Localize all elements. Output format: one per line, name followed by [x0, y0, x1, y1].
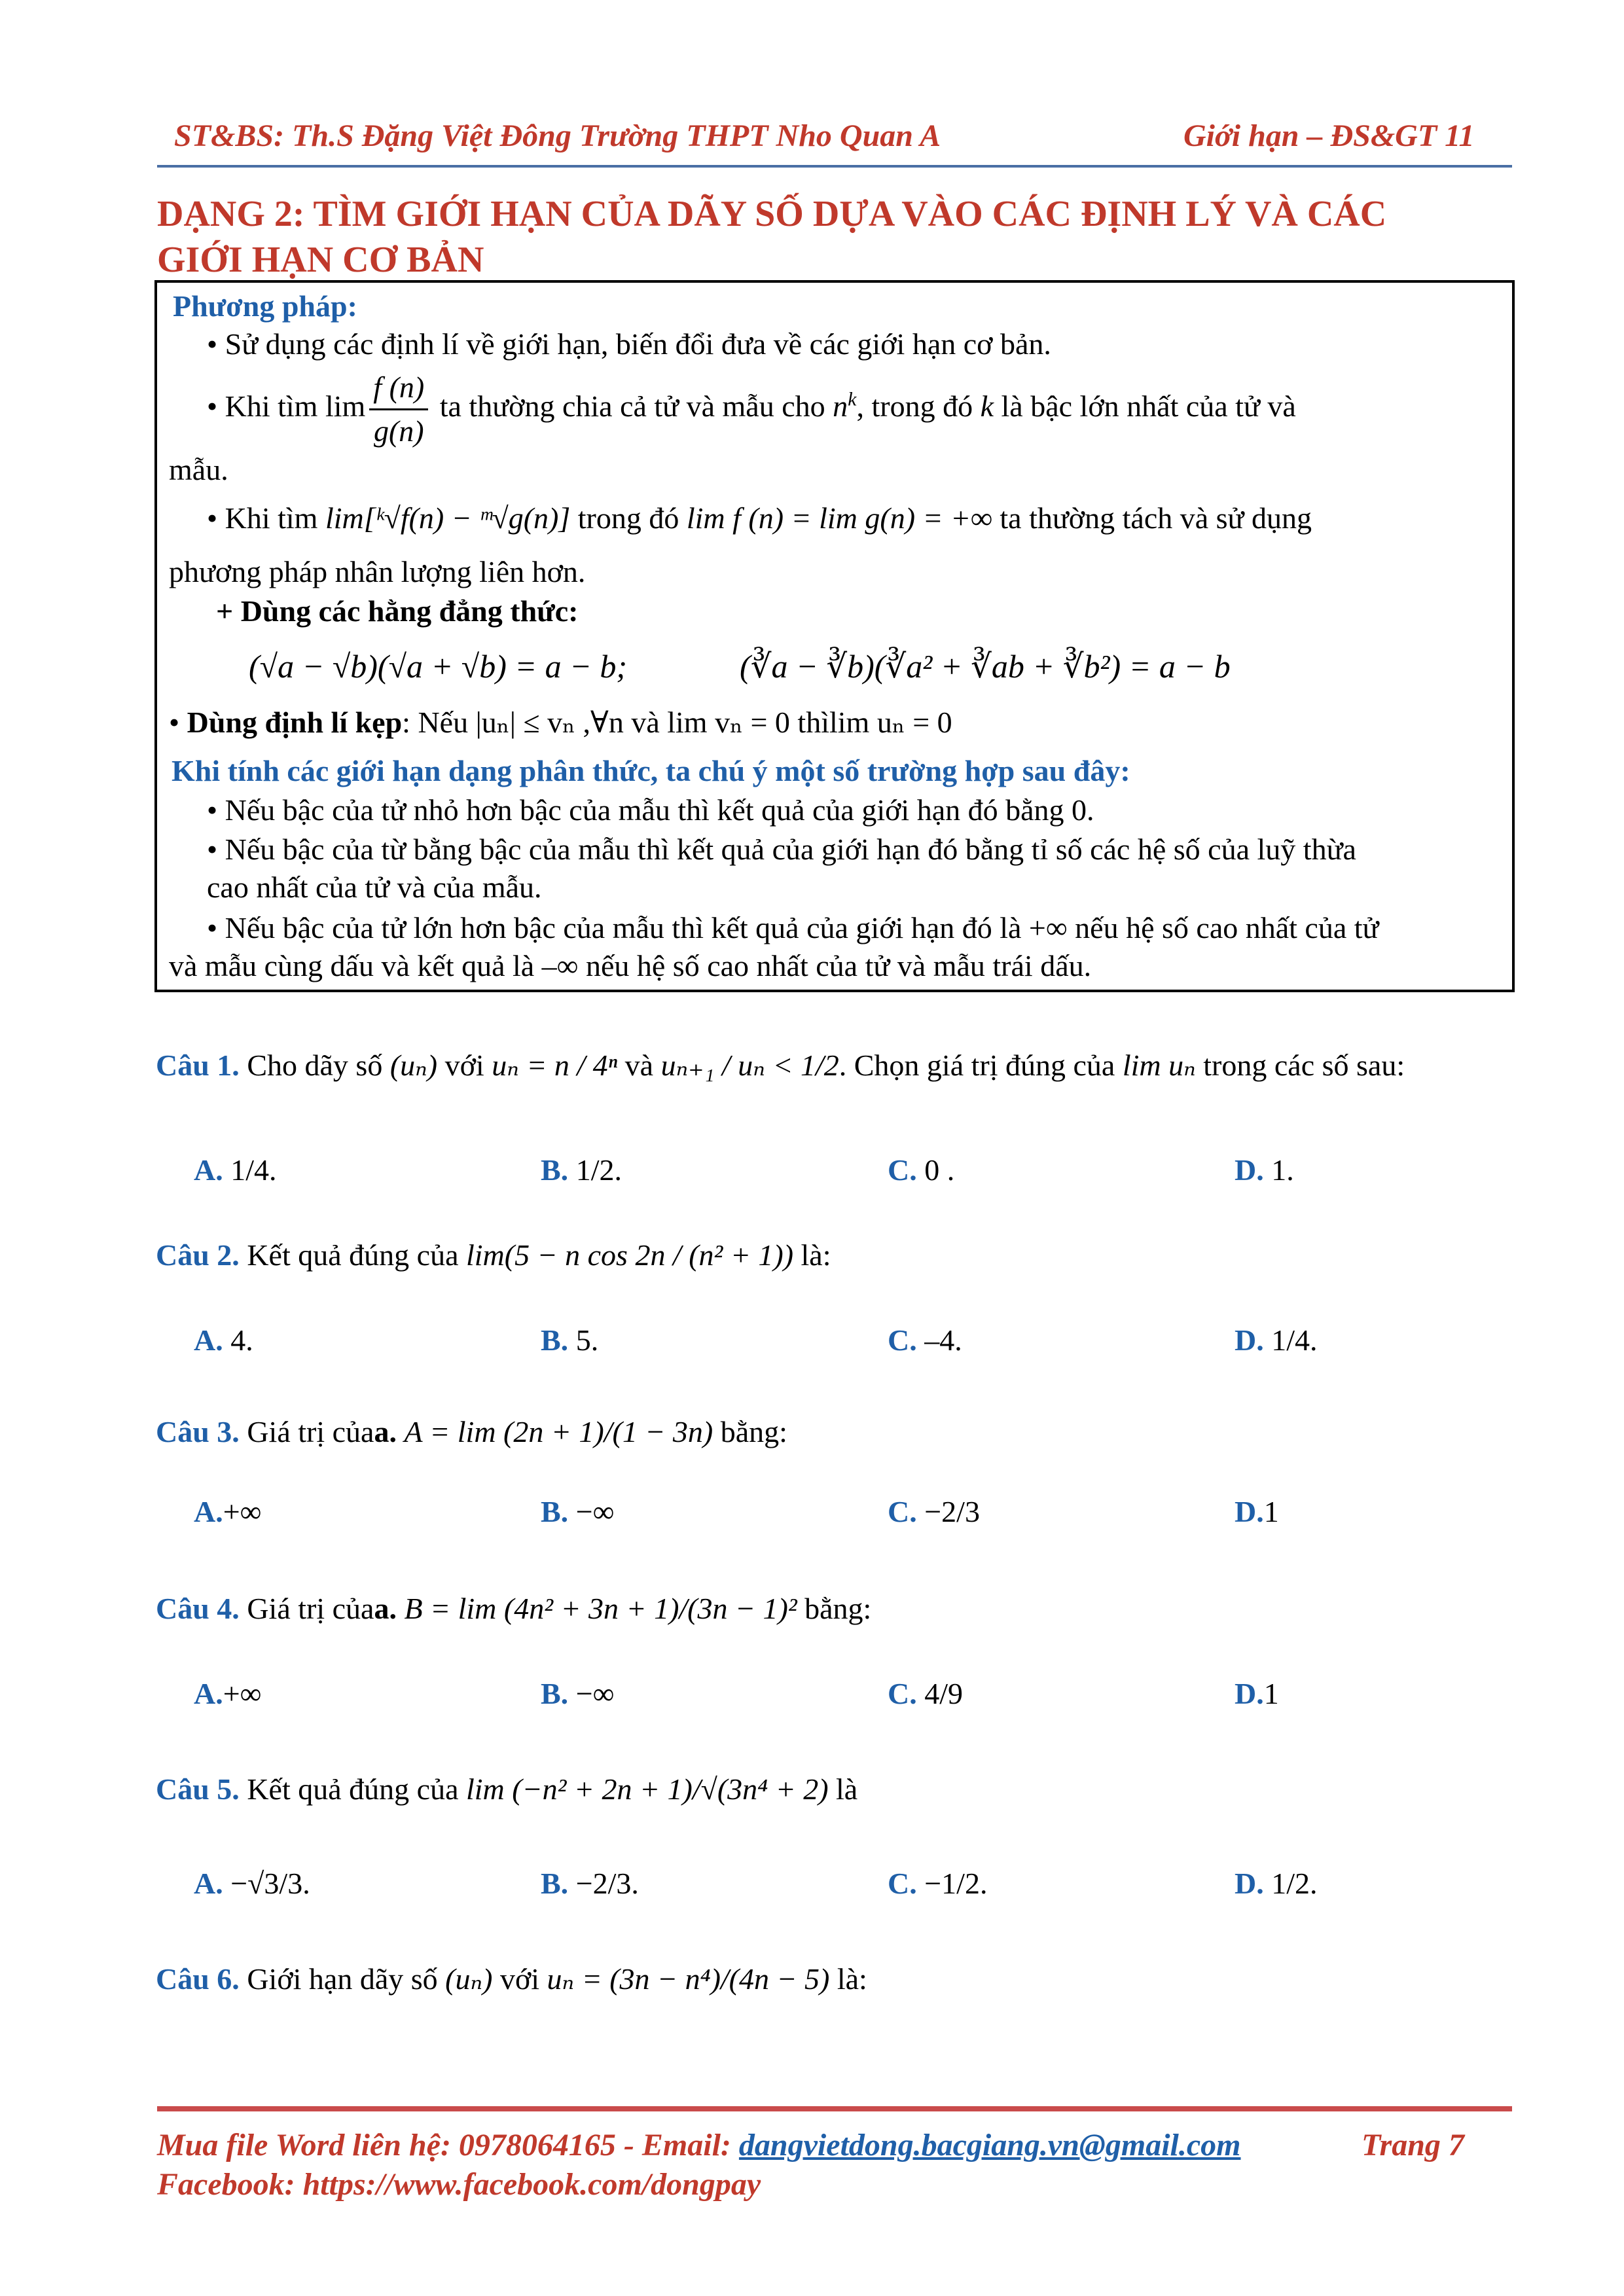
- q3-option-d[interactable]: [1235, 1494, 1279, 1530]
- q1-option-c-val: 0 .: [924, 1153, 955, 1187]
- q1-text2: với: [444, 1049, 484, 1082]
- method-bullet-2-cont: mẫu.: [169, 453, 228, 486]
- q5-option-b-val: −2/3: [575, 1867, 632, 1900]
- q5-option-c-suffix: .: [979, 1867, 988, 1900]
- q2-option-a-val: 4.: [230, 1323, 253, 1357]
- q2-option-d[interactable]: [1235, 1322, 1318, 1359]
- method-bullet-3-cont: phương pháp nhân lượng liên hơn.: [169, 555, 586, 588]
- q5-option-d[interactable]: [1235, 1865, 1318, 1902]
- identities-heading: + Dùng các hằng đẳng thức:: [216, 594, 579, 628]
- section-title-line1: DẠNG 2: TÌM GIỚI HẠN CỦA DÃY SỐ DỰA VÀO CÁC ĐỊNH LÝ VÀ CÁC: [157, 194, 1387, 234]
- q5-option-d-val: 1/2: [1271, 1867, 1310, 1900]
- b2-post: ta thường chia cả tử và mẫu cho: [439, 389, 825, 423]
- question-3: [156, 1414, 787, 1450]
- q5-option-c[interactable]: [888, 1865, 987, 1902]
- q5-option-b[interactable]: [541, 1865, 639, 1902]
- q2-option-d-key: D.: [1235, 1323, 1264, 1357]
- rational-case-3: • Nếu bậc của tử lớn hơn bậc của mẫu thì kết quả của giới hạn đó là +∞ nếu hệ số cao nhất của tử: [207, 911, 1379, 944]
- rational-case-3-text: Nếu bậc của tử lớn hơn bậc của mẫu thì kết quả của giới hạn đó là +∞ nếu hệ số cao nhất của tử: [225, 911, 1379, 944]
- q5-option-a-suffix: .: [302, 1867, 310, 1900]
- q1-option-d-key: D.: [1235, 1153, 1264, 1187]
- b3-mid: trong đó: [577, 501, 679, 535]
- header-right: Giới hạn – ĐS&GT 11: [1183, 118, 1475, 153]
- q5-option-a-key: A.: [194, 1867, 223, 1900]
- q5-option-a[interactable]: [194, 1865, 310, 1902]
- q2-option-b-key: B.: [541, 1323, 569, 1357]
- q5-option-a-val: −√3/3: [230, 1867, 303, 1900]
- header-divider: [157, 165, 1512, 168]
- q3-option-d-val: 1: [1263, 1495, 1279, 1528]
- b3-expr: lim[ᵏ√f(n) − ᵐ√g(n)]: [325, 501, 571, 535]
- q2-option-c-key: C.: [888, 1323, 917, 1357]
- q1-text1: Cho dãy số: [247, 1049, 383, 1082]
- q1-option-a-suffix: .: [269, 1153, 277, 1187]
- squeeze-line: • Dùng định lí kẹp: Nếu |uₙ| ≤ vₙ ,∀n và lim vₙ = 0 thìlim uₙ = 0: [169, 706, 952, 739]
- q3-option-d-key: D.: [1235, 1495, 1264, 1528]
- method-bullet-1-text: Sử dụng các định lí về giới hạn, biến đổi đưa về các giới hạn cơ bản.: [225, 327, 1051, 361]
- question-6-label: Câu 6.: [156, 1962, 240, 1996]
- q2-text1: Kết quả đúng của: [247, 1238, 459, 1272]
- question-2: [156, 1237, 831, 1274]
- q4-option-c-key: C.: [888, 1677, 917, 1710]
- q5-text2: là: [836, 1772, 858, 1806]
- q1-option-c-key: C.: [888, 1153, 917, 1187]
- question-6: [156, 1961, 867, 1998]
- q1-lim: lim uₙ: [1122, 1049, 1196, 1082]
- q5-text1: Kết quả đúng của: [247, 1772, 459, 1806]
- footer-contact-text: Mua file Word liên hệ: 0978064165 - Email:: [157, 2128, 739, 2162]
- footer-divider: [157, 2106, 1512, 2111]
- q6-text3: là:: [837, 1962, 867, 1996]
- q4-expr: B = lim (4n² + 3n + 1)/(3n − 1)²: [404, 1592, 797, 1625]
- q3-option-c-val: −2/3: [924, 1495, 980, 1528]
- q3-bold-a: a.: [374, 1415, 397, 1448]
- b2-post2: , trong đó: [856, 389, 973, 423]
- q2-option-c[interactable]: [888, 1322, 962, 1359]
- b3-pre: Khi tìm: [225, 501, 318, 535]
- q2-text2: là:: [801, 1238, 831, 1272]
- q5-option-c-val: −1/2: [924, 1867, 980, 1900]
- q5-option-b-key: B.: [541, 1867, 569, 1900]
- b2-pre: Khi tìm: [225, 389, 318, 423]
- b3-cond: lim f (n) = lim g(n) = +∞: [686, 501, 992, 535]
- q3-option-b[interactable]: [541, 1494, 614, 1530]
- question-4-label: Câu 4.: [156, 1592, 240, 1625]
- q5-option-c-key: C.: [888, 1867, 917, 1900]
- b2-post3: là bậc lớn nhất của tử và: [1001, 389, 1296, 423]
- q2-option-d-suffix: .: [1310, 1323, 1318, 1357]
- b2-lim: lim: [325, 389, 366, 423]
- rational-case-2: • Nếu bậc của từ bằng bậc của mẫu thì kết quả của giới hạn đó bằng tỉ số các hệ số của luỹ thừa: [207, 833, 1356, 866]
- q4-option-a-val: +∞: [223, 1677, 262, 1710]
- q1-option-b[interactable]: [541, 1152, 622, 1189]
- q2-expr: lim(5 − n cos 2n / (n² + 1)): [465, 1238, 794, 1272]
- q3-expr: A = lim (2n + 1)/(1 − 3n): [404, 1415, 713, 1448]
- footer-page-number: Trang 7: [1362, 2128, 1464, 2162]
- rational-case-1-text: Nếu bậc của tử nhỏ hơn bậc của mẫu thì kết quả của giới hạn đó bằng 0.: [225, 793, 1094, 827]
- q6-text1: Giới hạn dãy số: [247, 1962, 438, 1996]
- q6-def: uₙ = (3n − n⁴)/(4n − 5): [547, 1962, 830, 1996]
- footer-line-1: [157, 2127, 1241, 2163]
- rational-case-2-text: Nếu bậc của từ bằng bậc của mẫu thì kết quả của giới hạn đó bằng tỉ số các hệ số của luỹ thừa: [225, 833, 1356, 866]
- q3-option-a-key: A.: [194, 1495, 223, 1528]
- b2-n: n: [833, 389, 848, 423]
- method-bullet-3: • Khi tìm lim[ᵏ√f(n) − ᵐ√g(n)] trong đó lim f (n) = lim g(n) = +∞ ta thường tách và sử dụng: [207, 501, 1312, 535]
- q5-option-d-key: D.: [1235, 1867, 1264, 1900]
- q1-def: uₙ = n / 4ⁿ: [492, 1049, 618, 1082]
- q2-option-a-key: A.: [194, 1323, 223, 1357]
- q2-option-b-val: 5.: [575, 1323, 599, 1357]
- q3-text1: Giá trị của: [247, 1415, 374, 1448]
- q3-option-a[interactable]: [194, 1494, 261, 1530]
- q4-option-a[interactable]: [194, 1676, 261, 1712]
- q1-option-d-val: 1.: [1271, 1153, 1294, 1187]
- q4-option-a-key: A.: [194, 1677, 223, 1710]
- q2-option-b[interactable]: [541, 1322, 598, 1359]
- rational-case-3-cont: và mẫu cùng dấu và kết quả là –∞ nếu hệ số cao nhất của tử và mẫu trái dấu.: [169, 949, 1092, 982]
- q2-option-d-val: 1/4: [1271, 1323, 1310, 1357]
- b2-fraction: [369, 367, 428, 452]
- b2-denominator: g(n): [373, 414, 424, 448]
- b2-k: k: [848, 388, 857, 410]
- q4-option-b-key: B.: [541, 1677, 569, 1710]
- question-5: [156, 1771, 857, 1808]
- method-bullet-1: • Sử dụng các định lí về giới hạn, biến đổi đưa về các giới hạn cơ bản.: [207, 327, 1051, 361]
- b3-post: ta thường tách và sử dụng: [1000, 501, 1312, 535]
- q4-option-c-val: 4/9: [924, 1677, 964, 1710]
- method-bullet-2: • Khi tìm lim $\frac{f (n)}{g(n)}$ ta thường chia cả tử và mẫu cho $n^k$, trong đó k là bậc lớn nhất của tử và: [207, 367, 1296, 452]
- q3-option-a-val: +∞: [223, 1495, 262, 1528]
- q1-text4: . Chọn giá trị đúng của: [839, 1049, 1115, 1082]
- q4-option-b[interactable]: [541, 1676, 614, 1712]
- footer-email-link[interactable]: dangvietdong.bacgiang.vn@gmail.com: [738, 2128, 1241, 2162]
- header-left: ST&BS: Th.S Đặng Việt Đông Trường THPT Nho Quan A: [174, 118, 941, 153]
- q4-option-d-key: D.: [1235, 1677, 1264, 1710]
- section-title-line2: GIỚI HẠN CƠ BẢN: [157, 240, 484, 280]
- question-3-label: Câu 3.: [156, 1415, 240, 1448]
- b2-numerator: f (n): [369, 367, 428, 410]
- question-5-label: Câu 5.: [156, 1772, 240, 1806]
- q5-option-b-suffix: .: [631, 1867, 639, 1900]
- b2-kvar: k: [980, 389, 994, 423]
- question-2-label: Câu 2.: [156, 1238, 240, 1272]
- q2-option-c-val: –4.: [924, 1323, 962, 1357]
- q3-option-c-key: C.: [888, 1495, 917, 1528]
- q4-text2: bằng:: [804, 1592, 872, 1625]
- q1-option-a-val: 1/4: [230, 1153, 270, 1187]
- rational-case-1: • Nếu bậc của tử nhỏ hơn bậc của mẫu thì kết quả của giới hạn đó bằng 0.: [207, 793, 1094, 827]
- q4-option-d[interactable]: [1235, 1676, 1279, 1712]
- identity-1: (√a − √b)(√a + √b) = a − b;: [249, 648, 627, 685]
- q3-option-b-val: −∞: [575, 1495, 615, 1528]
- q1-option-a-key: A.: [194, 1153, 223, 1187]
- question-4: [156, 1590, 871, 1627]
- q4-option-c[interactable]: [888, 1676, 963, 1712]
- q2-option-a[interactable]: [194, 1322, 253, 1359]
- q4-option-b-val: −∞: [575, 1677, 615, 1710]
- q1-text5: trong các số sau:: [1203, 1049, 1405, 1082]
- q1-text3: và: [624, 1049, 654, 1082]
- q1-option-c[interactable]: [888, 1152, 954, 1189]
- squeeze-label: Dùng định lí kẹp: [187, 706, 403, 739]
- q1-option-b-suffix: .: [614, 1153, 622, 1187]
- squeeze-text: : Nếu |uₙ| ≤ vₙ ,∀n và lim vₙ = 0 thìlim uₙ = 0: [402, 706, 952, 739]
- rational-case-2-cont: cao nhất của tử và của mẫu.: [207, 870, 542, 904]
- q6-text2: với: [499, 1962, 540, 1996]
- q1-option-b-val: 1/2: [575, 1153, 615, 1187]
- q6-seq: (uₙ): [445, 1962, 493, 1996]
- q5-option-d-suffix: .: [1310, 1867, 1318, 1900]
- q1-option-a[interactable]: [194, 1152, 277, 1189]
- q3-option-c[interactable]: [888, 1494, 980, 1530]
- q4-option-d-val: 1: [1263, 1677, 1279, 1710]
- q4-text1: Giá trị của: [247, 1592, 374, 1625]
- q3-option-b-key: B.: [541, 1495, 569, 1528]
- question-1-label: Câu 1.: [156, 1049, 240, 1082]
- identity-2: (∛a − ∛b)(∛a² + ∛ab + ∛b²) = a − b: [740, 648, 1231, 685]
- q1-seq: (uₙ): [389, 1049, 438, 1082]
- q1-option-d[interactable]: [1235, 1152, 1294, 1189]
- q1-cond: uₙ₊₁ / uₙ < 1/2: [660, 1049, 839, 1082]
- q5-expr: lim (−n² + 2n + 1)/√(3n⁴ + 2): [465, 1772, 829, 1806]
- question-1: [156, 1047, 1405, 1084]
- rational-heading: Khi tính các giới hạn dạng phân thức, ta chú ý một số trường hợp sau đây:: [171, 754, 1130, 787]
- q4-bold-a: a.: [374, 1592, 397, 1625]
- q3-text2: bằng:: [720, 1415, 787, 1448]
- footer-facebook-link[interactable]: Facebook: https://www.facebook.com/dongpay: [157, 2167, 761, 2202]
- method-heading: Phương pháp:: [173, 289, 357, 323]
- q1-option-b-key: B.: [541, 1153, 569, 1187]
